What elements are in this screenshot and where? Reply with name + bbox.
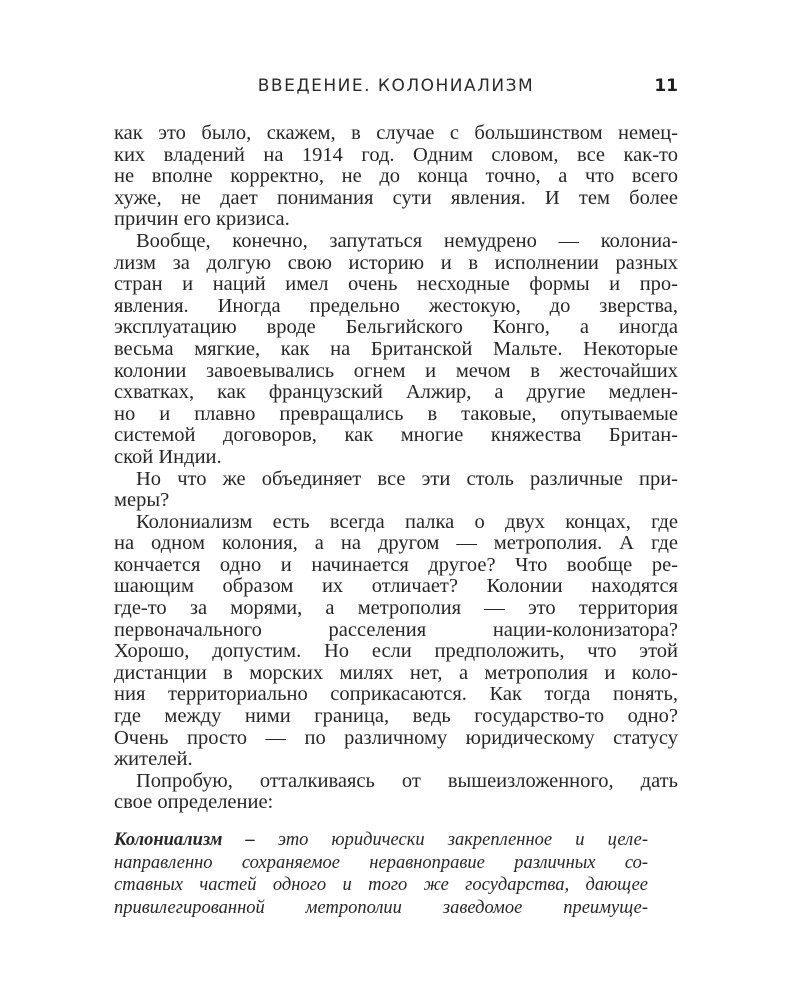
- paragraph: [114, 512, 678, 771]
- text-line: системой договоров, как многие княжества Британ-: [114, 424, 678, 447]
- text-line: колонии завоевывались огнем и мечом в жесточайших: [114, 359, 678, 382]
- text-line: шающим образом их отличает? Колонии находятся: [114, 575, 678, 598]
- text-line: ской Индии.: [114, 445, 222, 468]
- definition-line: направленно сохраняемое неравноправие различных со-: [114, 852, 648, 873]
- text-line: весьма мягкие, как на Британской Мальте. Некоторые: [114, 337, 678, 360]
- text-line: стран и наций имел очень несходные формы и про-: [114, 273, 678, 296]
- definition-line: ставных частей одного и того же государства, дающее: [114, 875, 648, 895]
- text-line: хуже, не дает понимания сути явления. И тем более: [114, 186, 678, 209]
- definition-block: [114, 829, 648, 919]
- text-line: дистанции в морских милях нет, а метрополия и коло-: [114, 661, 678, 684]
- text-line: где между ними граница, ведь государство-то одно?: [114, 705, 678, 728]
- paragraph: [114, 123, 678, 231]
- text-line: ния территориально соприкасаются. Как тогда понять,: [114, 683, 678, 706]
- text-line: как это было, скажем, в случае с большинством немец-: [114, 122, 678, 144]
- text-line: первоначального расселения нации-колонизатора?: [114, 618, 678, 641]
- text-line: но и плавно превращались в таковые, опутываемые: [114, 402, 678, 425]
- body-text: [114, 123, 678, 814]
- text-line: меры?: [114, 489, 170, 512]
- text-line: Хорошо, допустим. Но если предположить, что этой: [114, 640, 678, 663]
- text-line: Вообще, конечно, запутаться немудрено — колониа-: [136, 229, 678, 252]
- text-line: явления. Иногда предельно жестокую, до зверства,: [114, 294, 678, 317]
- text-line: Очень просто — по различному юридическому статусу: [114, 726, 678, 749]
- text-line: Но что же объединяет все эти столь различные при-: [136, 467, 678, 490]
- page-number: 11: [654, 76, 678, 96]
- text-line: Колониализм есть всегда палка о двух концах, где: [136, 510, 678, 533]
- running-head: [114, 76, 678, 100]
- text-line: жителей.: [114, 748, 193, 771]
- definition-term: Колониализм –: [114, 830, 255, 850]
- text-line: эксплуатацию вроде Бельгийского Конго, а иногда: [114, 316, 678, 339]
- text-line: схватках, как французский Алжир, а другие медлен-: [114, 381, 678, 404]
- paragraph: [114, 469, 678, 512]
- text-line: причин его кризиса.: [114, 208, 290, 231]
- text-line: лизм за долгую свою историю и в исполнении разных: [114, 251, 678, 274]
- text-line: Попробую, отталкиваясь от вышеизложенного, дать: [136, 769, 678, 792]
- definition-first-line: это юридически закрепленное и целе-: [254, 830, 648, 850]
- definition-line: привилегированной метрополии заведомое преимуще-: [114, 897, 648, 918]
- paragraph: [114, 771, 678, 814]
- definition-line: [114, 829, 648, 852]
- paragraph: [114, 231, 678, 469]
- text-line: свое определение:: [114, 791, 274, 814]
- text-line: кончается одно и начинается другое? Что вообще ре-: [114, 553, 678, 576]
- text-line: на одном колония, а на другом — метрополия. А где: [114, 532, 678, 555]
- text-line: не вполне корректно, не до конца точно, а что всего: [114, 165, 678, 188]
- text-line: где-то за морями, а метрополия — это территория: [114, 597, 678, 620]
- text-line: ких владений на 1914 год. Одним словом, все как-то: [114, 143, 678, 166]
- running-title: ВВЕДЕНИЕ. КОЛОНИАЛИЗМ: [257, 76, 535, 96]
